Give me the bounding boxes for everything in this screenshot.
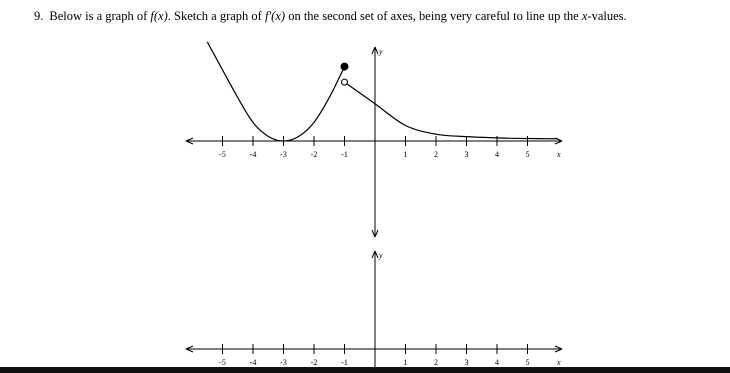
x-tick-label: -2 bbox=[310, 150, 318, 159]
x-tick-label: 2 bbox=[434, 358, 438, 367]
x-tick-label: -4 bbox=[249, 150, 257, 159]
x-tick-label: -2 bbox=[310, 358, 318, 367]
curve-left-parabola bbox=[207, 42, 344, 141]
y-axis-label: y bbox=[379, 251, 383, 260]
question-number: 9. bbox=[34, 9, 44, 23]
x-tick-label: 1 bbox=[403, 358, 408, 367]
question-text-before: Below is a graph of bbox=[49, 9, 151, 23]
x-tick-label: -5 bbox=[219, 150, 226, 159]
function-f-label: f(x) bbox=[150, 9, 168, 23]
x-tick-label: 3 bbox=[464, 358, 469, 367]
x-tick-label: 5 bbox=[525, 150, 530, 159]
x-tick-label: -5 bbox=[219, 358, 226, 367]
question-text-middle: . Sketch a graph of bbox=[167, 9, 265, 23]
open-endpoint-dot bbox=[342, 79, 348, 85]
x-tick-label: 3 bbox=[464, 150, 469, 159]
x-tick-label: -3 bbox=[280, 150, 287, 159]
x-axis-label: x bbox=[557, 358, 561, 367]
y-axis-label: y bbox=[379, 47, 383, 56]
bottom-graph-fprime bbox=[186, 251, 562, 368]
x-tick-label: 4 bbox=[495, 358, 499, 367]
x-tick-label: 5 bbox=[525, 358, 530, 367]
top-graph-fx bbox=[186, 42, 562, 237]
question-text-end: -values. bbox=[587, 9, 627, 23]
x-tick-label: 2 bbox=[434, 150, 438, 159]
bottom-border-bar bbox=[0, 367, 730, 373]
closed-endpoint-dot bbox=[341, 63, 348, 70]
question-text-after: on the second set of axes, being very careful to line up the bbox=[285, 9, 582, 23]
x-word: x bbox=[581, 9, 588, 23]
x-tick-label: -4 bbox=[249, 358, 257, 367]
x-tick-label: -1 bbox=[341, 150, 348, 159]
x-tick-label: 1 bbox=[403, 150, 408, 159]
x-axis-label: x bbox=[557, 150, 561, 159]
x-tick-label: -3 bbox=[280, 358, 287, 367]
x-tick-label: 4 bbox=[495, 150, 499, 159]
curve-right-decay bbox=[345, 82, 559, 139]
function-fprime-label: f′(x) bbox=[264, 9, 286, 23]
x-tick-label: -1 bbox=[341, 358, 348, 367]
